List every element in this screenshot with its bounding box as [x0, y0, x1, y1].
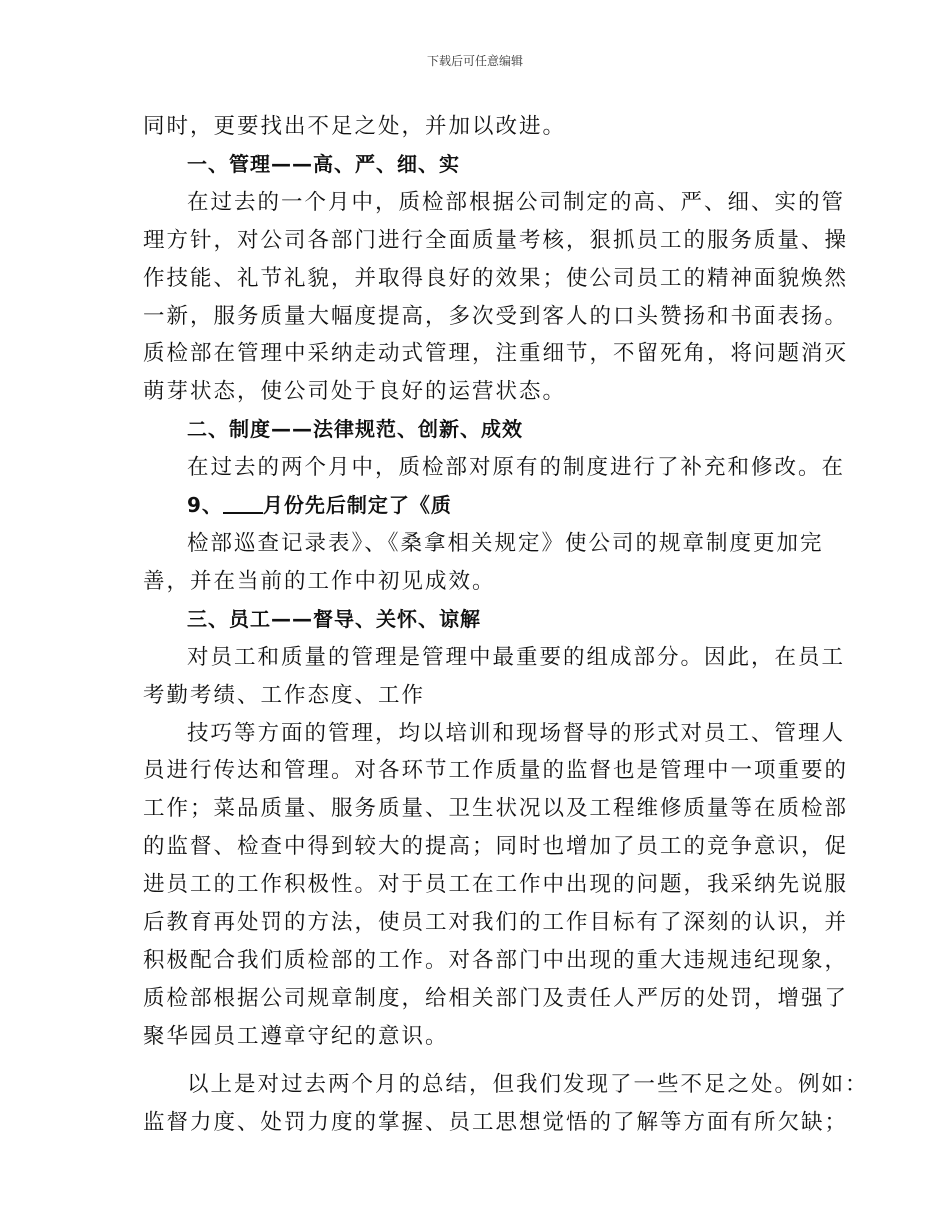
body-line: 的监督、检查中得到较大的提高；同时也增加了员工的竞争意识，促	[143, 834, 849, 860]
body-line: 工作；菜品质量、服务质量、卫生状况以及工程维修质量等在质检部	[143, 796, 849, 822]
body-line: 同时，更要找出不足之处，并加以改进。	[143, 114, 567, 139]
body-line: 技巧等方面的管理，均以培训和现场督导的形式对员工、管理人	[187, 720, 846, 746]
body-line: 进员工的工作积极性。对于员工在工作中出现的问题，我采纳先说服	[143, 872, 849, 898]
body-line: 在过去的一个月中，质检部根据公司制定的高、严、细、实的管	[187, 189, 846, 215]
body-line: 后教育再处罚的方法，使员工对我们的工作目标有了深刻的认识，并	[143, 910, 849, 936]
body-line: 萌芽状态，使公司处于良好的运营状态。	[143, 379, 567, 405]
body-line: 检部巡查记录表》、《桑拿相关规定》使公司的规章制度更加完	[187, 530, 824, 556]
body-line: 质检部在管理中采纳走动式管理，注重细节，不留死角，将问题消灭	[143, 341, 849, 367]
body-line: 员进行传达和管理。对各环节工作质量的监督也是管理中一项重要的	[143, 758, 849, 784]
body-line: 考勤考绩、工作态度、工作	[143, 682, 426, 708]
body-line: 聚华园员工遵章守纪的意识。	[143, 1023, 449, 1049]
section-heading-system: 二、制度——法律规范、创新、成效	[187, 417, 523, 442]
month-line	[143, 487, 823, 525]
section-heading-management: 一、管理——高、严、细、实	[187, 151, 460, 176]
body-line: 以上是对过去两个月的总结，但我们发现了一些不足之处。例如：	[187, 1071, 869, 1097]
page-header-note: 下载后可任意编辑	[426, 54, 523, 68]
body-line: 一新，服务质量大幅度提高，多次受到客人的口头赞扬和书面表扬。	[143, 303, 849, 329]
document-body	[143, 108, 869, 1141]
body-line: 善，并在当前的工作中初见成效。	[143, 568, 496, 594]
body-line: 理方针，对公司各部门进行全面质量考核，狠抓员工的服务质量、操	[143, 227, 849, 253]
blank-underline	[223, 490, 263, 514]
body-line: 监督力度、处罚力度的掌握、员工思想觉悟的了解等方面有所欠缺；	[143, 1109, 849, 1135]
body-line: 对员工和质量的管理是管理中最重要的组成部分。因此，在员工	[187, 644, 846, 670]
body-line: 作技能、礼节礼貌，并取得良好的效果；使公司员工的精神面貌焕然	[143, 265, 849, 291]
body-line: 积极配合我们质检部的工作。对各部门中出现的重大违规违纪现象，	[143, 947, 849, 973]
month-suffix: 月份先后制定了《质	[262, 493, 452, 518]
body-line: 在过去的两个月中，质检部对原有的制度进行了补充和修改。在	[187, 455, 846, 481]
section-heading-staff: 三、员工——督导、关怀、谅解	[187, 606, 481, 631]
month-prefix: 9、	[187, 493, 223, 518]
body-line: 质检部根据公司规章制度，给相关部门及责任人严厉的处罚，增强了	[143, 985, 849, 1011]
